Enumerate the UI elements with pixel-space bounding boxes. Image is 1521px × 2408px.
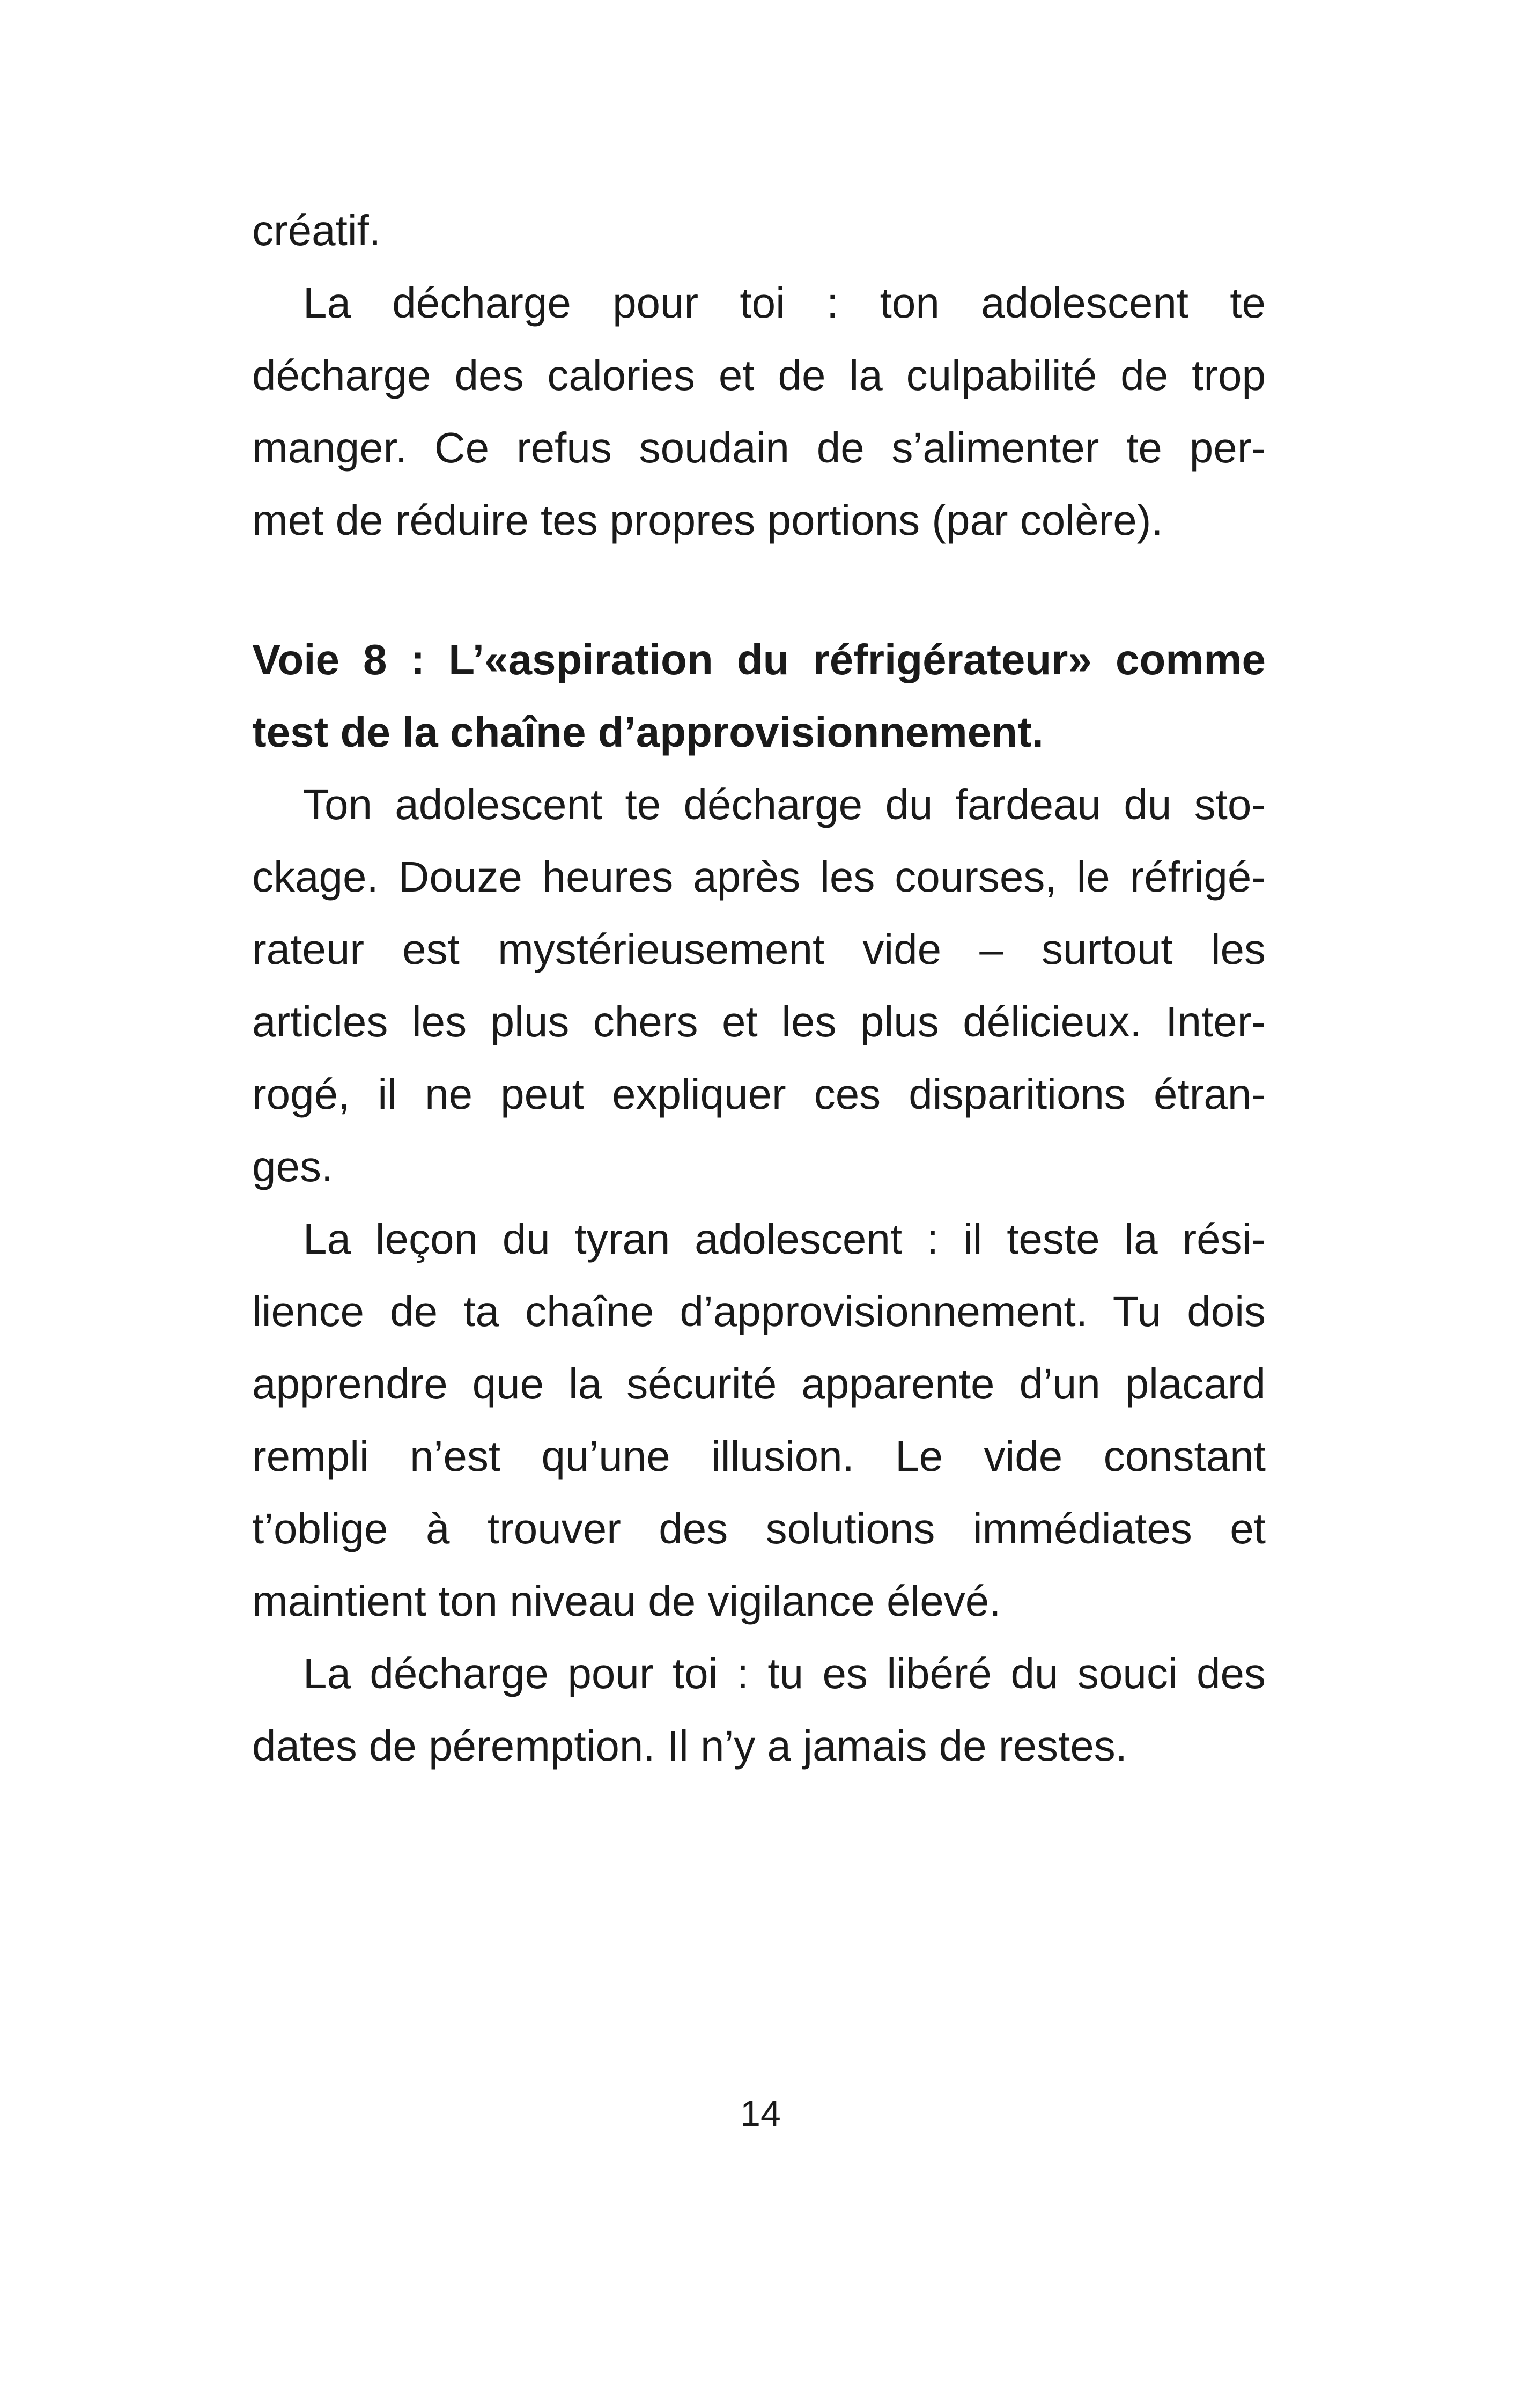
body-text-line: Ton adolescent te décharge du fardeau du sto- bbox=[303, 780, 1266, 828]
section-heading: Voie 8 : L’«aspiration du réfrigérateur» comme bbox=[252, 636, 1266, 683]
body-text-line: maintient ton niveau de vigilance élevé. bbox=[252, 1577, 1001, 1625]
body-text-line: rempli n’est qu’une illusion. Le vide constant bbox=[252, 1432, 1266, 1480]
body-text-line: La décharge pour toi : tu es libéré du souci des bbox=[303, 1649, 1266, 1697]
body-text-line: rogé, il ne peut expliquer ces disparitions étran- bbox=[252, 1070, 1266, 1118]
body-text-line: apprendre que la sécurité apparente d’un placard bbox=[252, 1360, 1266, 1408]
body-text-line: ckage. Douze heures après les courses, le réfrigé- bbox=[252, 853, 1266, 901]
body-text-line: lience de ta chaîne d’approvisionnement. Tu dois bbox=[252, 1287, 1266, 1335]
body-text-line: t’oblige à trouver des solutions immédiates et bbox=[252, 1505, 1266, 1552]
body-text-line: met de réduire tes propres portions (par colère). bbox=[252, 496, 1163, 544]
body-text-line: La décharge pour toi : ton adolescent te bbox=[303, 279, 1266, 327]
body-text-line: articles les plus chers et les plus délicieux. Inter- bbox=[252, 998, 1266, 1045]
body-text-line: rateur est mystérieusement vide – surtout les bbox=[252, 925, 1266, 973]
body-text-line: dates de péremption. Il n’y a jamais de restes. bbox=[252, 1722, 1127, 1770]
body-text-line: décharge des calories et de la culpabilité de trop bbox=[252, 351, 1266, 399]
body-text-line: ges. bbox=[252, 1143, 334, 1190]
page-number: 14 bbox=[740, 2093, 781, 2134]
body-text-line: La leçon du tyran adolescent : il teste la rési- bbox=[303, 1215, 1266, 1263]
section-heading: test de la chaîne d’approvisionnement. bbox=[252, 708, 1044, 756]
body-text-line: manger. Ce refus soudain de s’alimenter te per- bbox=[252, 424, 1266, 472]
body-text-line: créatif. bbox=[252, 207, 381, 254]
